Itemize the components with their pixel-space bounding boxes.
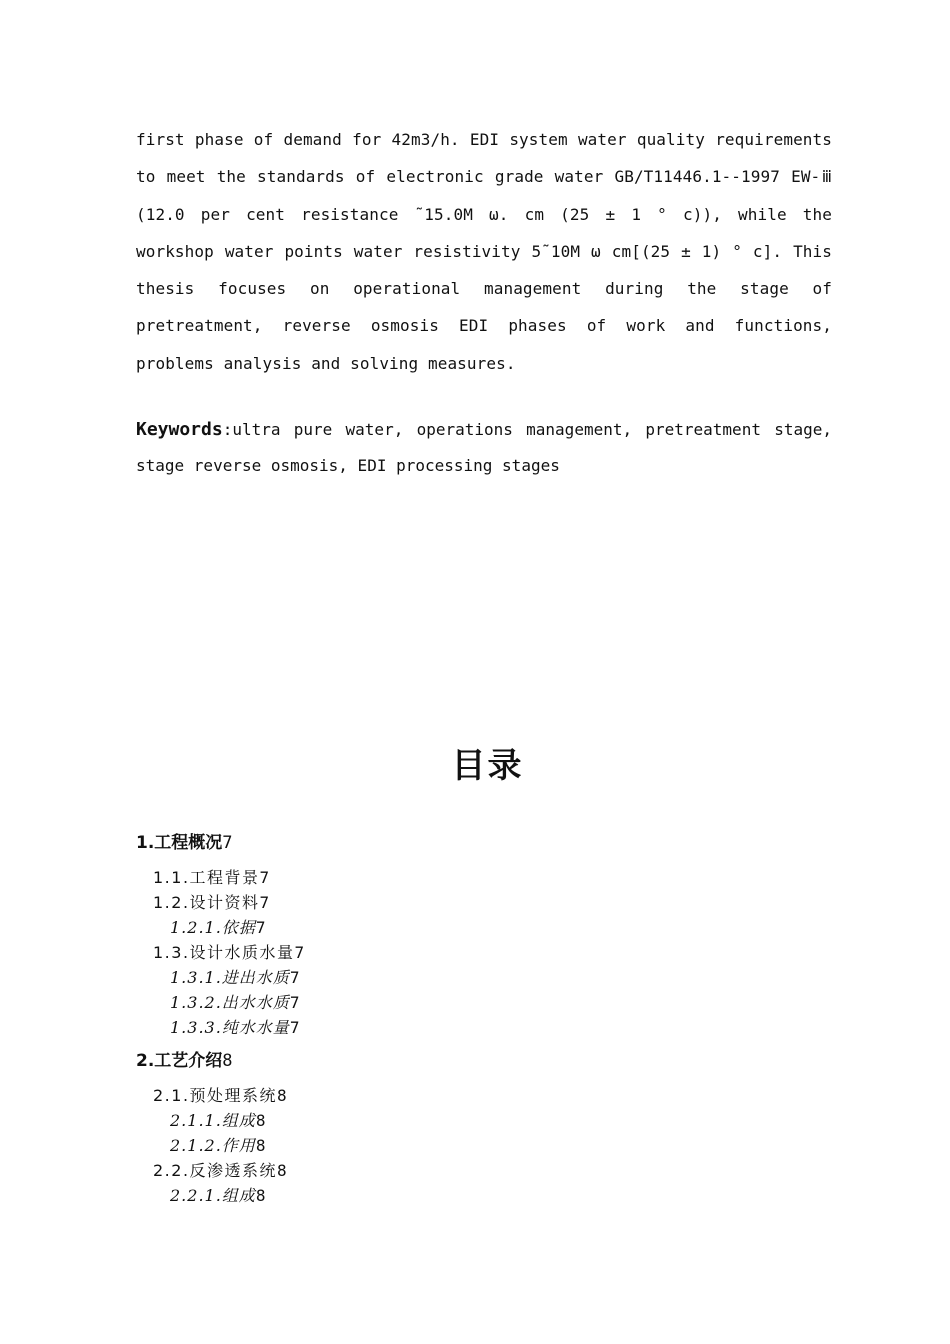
toc-entry-label: 2.1.2.作用 [170,1136,256,1155]
toc-entry-page: 7 [289,993,301,1012]
toc-entry[interactable] [136,965,736,990]
toc-title: 目录 [451,746,524,786]
toc-entry[interactable] [136,831,736,856]
toc-entry-label: 2.2.1.组成 [170,1186,256,1205]
toc-entry-label: 1.3.2.出水水质 [170,993,290,1012]
toc-entry-label: 2.1.预处理系统 [153,1086,278,1105]
toc-entry[interactable] [136,1108,736,1133]
toc-entry-page: 7 [222,833,233,853]
toc-entry-page: 7 [259,868,271,887]
toc-entry[interactable] [136,990,736,1015]
toc-entry-page: 8 [277,1086,289,1105]
toc-entry[interactable] [136,865,736,890]
toc-entry-label: 2.2.反渗透系统 [153,1161,278,1180]
toc-entry-label: 1.1.工程背景 [153,868,260,887]
toc-entry-page: 8 [255,1136,267,1155]
toc-entry[interactable] [136,940,736,965]
toc-entry-label: 1.2.1.依据 [170,918,256,937]
toc-entry[interactable] [136,915,736,940]
keywords-separator: : [222,420,233,439]
toc-entry[interactable] [136,1015,736,1040]
toc-entry-page: 8 [277,1161,289,1180]
toc-entry-page: 7 [255,918,267,937]
toc-entry-page: 8 [255,1186,267,1205]
toc-entry-label: 2.工艺介绍 [136,1051,223,1071]
toc-entry[interactable] [136,890,736,915]
toc-entry-label: 2.1.1.组成 [170,1111,256,1130]
toc-entry[interactable] [136,1183,736,1208]
toc-entry[interactable] [136,1083,736,1108]
toc-entry[interactable] [136,1158,736,1183]
toc-entry-page: 7 [294,943,306,962]
toc-entry[interactable] [136,1049,736,1074]
toc-entry-page: 7 [259,893,271,912]
keywords-paragraph [136,412,832,484]
toc-entry-label: 1.工程概况 [136,833,223,853]
toc-entry-page: 7 [289,968,301,987]
keywords-text: ultra pure water, operations management, pretreatment stage, stage reverse osmosis, EDI processing stages [136,420,832,475]
toc-entry-label: 1.3.设计水质水量 [153,943,295,962]
toc-entry[interactable] [136,1133,736,1158]
toc-entry-label: 1.3.1.进出水质 [170,968,290,987]
toc-entry-page: 8 [222,1051,233,1071]
toc-entry-page: 8 [255,1111,267,1130]
table-of-contents [136,831,736,1208]
toc-entry-label: 1.2.设计资料 [153,893,260,912]
toc-entry-page: 7 [289,1018,301,1037]
toc-entry-label: 1.3.3.纯水水量 [170,1018,290,1037]
abstract-paragraph: first phase of demand for 42m3/h. EDI system water quality requirements to meet the standards of electronic grade water GB/T11446.1--1997 EW-ⅲ (12.0 per cent resistance ˜15.0M ω. cm (25 ± 1 ° c)), while the workshop water points water resistivity 5˜10M ω cm[(25 ± 1) ° c]. This thesis focuses on operational management during the stage of pretreatment, reverse osmosis EDI phases of work and functions, problems analysis and solving measures. [136,130,832,373]
keywords-label: Keywords [136,419,223,440]
